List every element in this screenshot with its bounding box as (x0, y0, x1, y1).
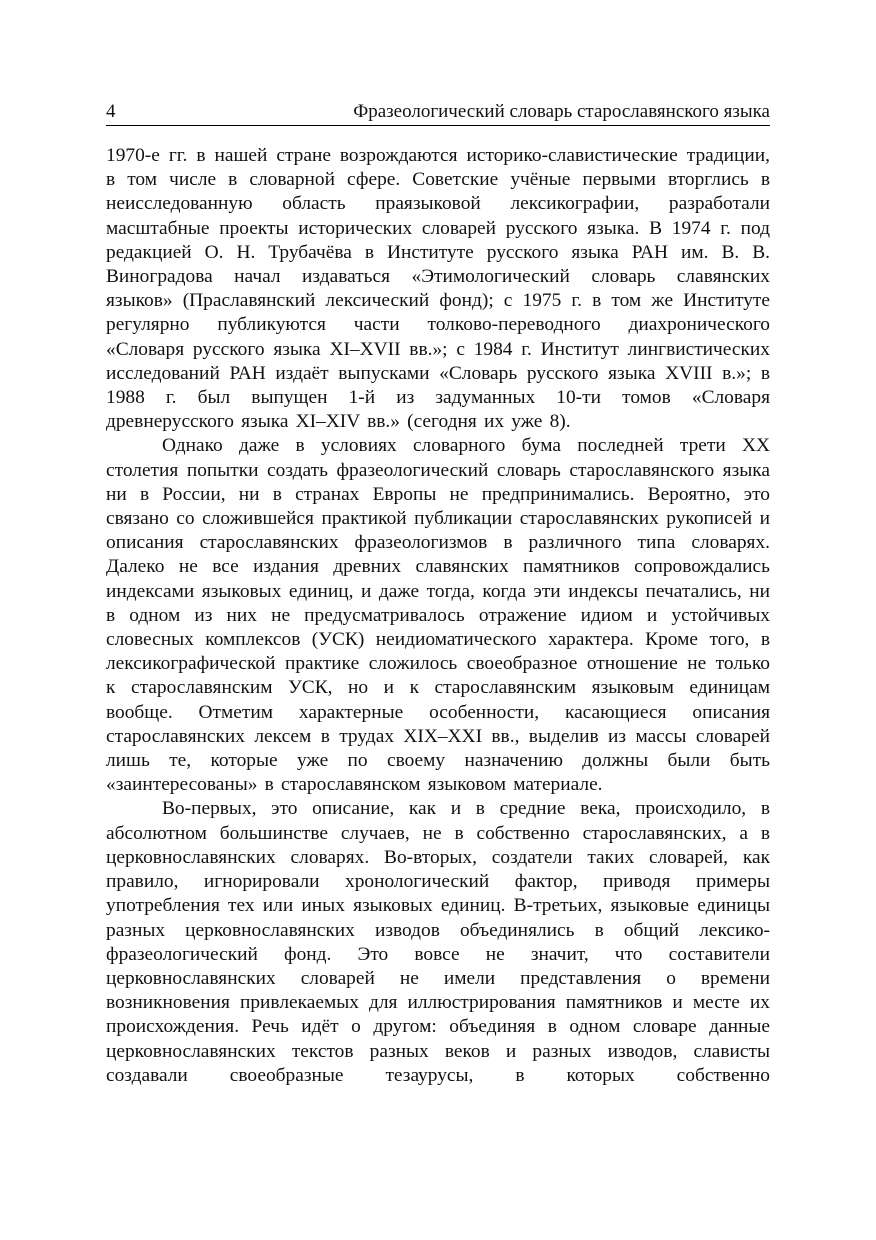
body-text (106, 144, 770, 1088)
running-title: Фразеологический словарь старославянского языка (353, 101, 770, 122)
page-number: 4 (106, 101, 116, 122)
book-page (106, 100, 770, 1088)
paragraph-3: Во-первых, это описание, как и в средние века, происходило, в абсолютном большинстве случаев, не в собственно старославянских, а в церковнославянских словарях. Во-вторых, создатели таких словарей, как правило, игнорировали хронологический фактор, приводя примеры употребления тех или иных языковых единиц. В-третьих, языковые единицы разных церковнославянских изводов объединялись в общий лексико-фразеологический фонд. Это вовсе не значит, что составители церковнославянских словарей не имели представления о времени возникновения привлекаемых для иллюстрирования памятников и месте их происхождения. Речь идёт о другом: объединяя в одном словаре данные церковнославянских текстов разных веков и разных изводов, слависты создавали своеобразные тезаурусы, в которых собственно (106, 798, 770, 1086)
paragraph-2: Однако даже в условиях словарного бума последней трети XX столетия попытки создать фразеологический словарь старославянского языка ни в России, ни в странах Европы не предпринимались. Вероятно, это связано со сложившейся практикой публикации старославянских рукописей и описания старославянских фразеологизмов в различного типа словарях. Далеко не все издания древних славянских памятников сопровождались индексами языковых единиц, и даже тогда, когда эти индексы печатались, ни в одном из них не предусматривалось отражение идиом и устойчивых словесных комплексов (УСК) неидиоматического характера. Кроме того, в лексикографической практике сложилось своеобразное отношение не только к старославянским УСК, но и к старославянским языковым единицам вообще. Отметим характерные особенности, касающиеся описания старославянских лексем в трудах XIX–XXI вв., выделив из массы словарей лишь те, которые уже по своему назначению должны были быть «заинтересованы» в старославянском языковом материале. (106, 435, 770, 796)
paragraph-1: 1970-е гг. в нашей стране возрождаются историко-славистические традиции, в том числе в словарной сфере. Советские учёные первыми вторглись в неисследованную область праязыковой лексикографии, разработали масштабные проекты исторических словарей русского языка. В 1974 г. под редакцией О. Н. Трубачёва в Институте русского языка РАН им. В. В. Виноградова начал издаваться «Этимологический словарь славянских языков» (Праславянский лексический фонд); с 1975 г. в том же Институте регулярно публикуются части толково-переводного диахронического «Словаря русского языка XI–XVII вв.»; с 1984 г. Институт лингвистических исследований РАН издаёт выпусками «Словарь русского языка XVIII в.»; в 1988 г. был выпущен 1-й из задуманных 10-ти томов «Словаря древнерусского языка XI–XIV вв.» (сегодня их уже 8). (106, 145, 770, 433)
running-header (106, 100, 770, 126)
